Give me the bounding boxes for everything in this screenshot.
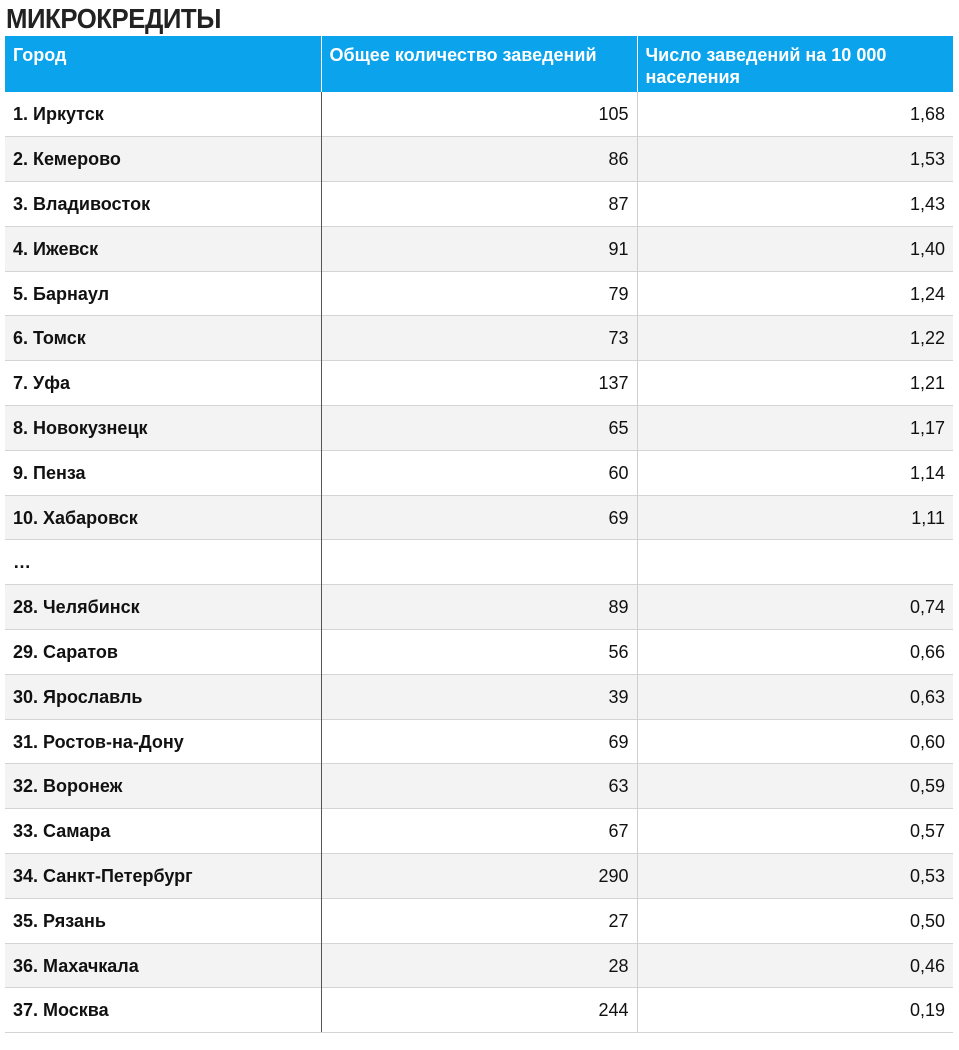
table-row bbox=[5, 316, 953, 361]
data-table bbox=[5, 36, 953, 1033]
city-cell: 30. Ярославль bbox=[5, 674, 321, 719]
total-count-cell: 27 bbox=[321, 898, 637, 943]
per-10000-cell bbox=[637, 540, 953, 585]
city-cell: 4. Ижевск bbox=[5, 226, 321, 271]
per-10000-cell: 1,24 bbox=[637, 271, 953, 316]
per-10000-cell: 1,68 bbox=[637, 92, 953, 137]
table-row bbox=[5, 137, 953, 182]
city-cell: 7. Уфа bbox=[5, 361, 321, 406]
table-row bbox=[5, 495, 953, 540]
total-count-cell: 87 bbox=[321, 182, 637, 227]
table-row bbox=[5, 809, 953, 854]
table-row bbox=[5, 182, 953, 227]
per-10000-cell: 0,46 bbox=[637, 943, 953, 988]
total-count-cell: 105 bbox=[321, 92, 637, 137]
table-row bbox=[5, 540, 953, 585]
city-cell: 29. Саратов bbox=[5, 630, 321, 675]
per-10000-cell: 0,57 bbox=[637, 809, 953, 854]
table-row bbox=[5, 674, 953, 719]
table-row bbox=[5, 361, 953, 406]
per-10000-cell: 0,50 bbox=[637, 898, 953, 943]
city-cell: 1. Иркутск bbox=[5, 92, 321, 137]
per-10000-cell: 1,14 bbox=[637, 450, 953, 495]
table-row bbox=[5, 406, 953, 451]
city-cell: 8. Новокузнецк bbox=[5, 406, 321, 451]
total-count-cell: 290 bbox=[321, 854, 637, 899]
per-10000-cell: 1,21 bbox=[637, 361, 953, 406]
total-count-cell: 91 bbox=[321, 226, 637, 271]
table-row bbox=[5, 92, 953, 137]
per-10000-cell: 1,17 bbox=[637, 406, 953, 451]
per-10000-cell: 0,74 bbox=[637, 585, 953, 630]
per-10000-cell: 0,66 bbox=[637, 630, 953, 675]
table-body bbox=[5, 92, 953, 1033]
table-row bbox=[5, 271, 953, 316]
total-count-cell: 63 bbox=[321, 764, 637, 809]
table-row bbox=[5, 585, 953, 630]
page-title: МИКРОКРЕДИТЫ bbox=[6, 3, 221, 34]
city-cell: … bbox=[5, 540, 321, 585]
per-10000-cell: 1,53 bbox=[637, 137, 953, 182]
table-row bbox=[5, 943, 953, 988]
per-10000-cell: 0,63 bbox=[637, 674, 953, 719]
city-cell: 34. Санкт-Петербург bbox=[5, 854, 321, 899]
column-header-total: Общее количество заведений bbox=[321, 36, 637, 92]
total-count-cell: 73 bbox=[321, 316, 637, 361]
table-row bbox=[5, 226, 953, 271]
total-count-cell: 79 bbox=[321, 271, 637, 316]
total-count-cell: 65 bbox=[321, 406, 637, 451]
column-header-per-10000: Число заведений на 10 000 населения bbox=[637, 36, 953, 92]
total-count-cell: 89 bbox=[321, 585, 637, 630]
table-row bbox=[5, 764, 953, 809]
city-cell: 10. Хабаровск bbox=[5, 495, 321, 540]
total-count-cell bbox=[321, 540, 637, 585]
per-10000-cell: 1,43 bbox=[637, 182, 953, 227]
total-count-cell: 56 bbox=[321, 630, 637, 675]
total-count-cell: 137 bbox=[321, 361, 637, 406]
header-row bbox=[5, 36, 953, 92]
city-cell: 32. Воронеж bbox=[5, 764, 321, 809]
city-cell: 33. Самара bbox=[5, 809, 321, 854]
table-row bbox=[5, 988, 953, 1033]
per-10000-cell: 1,40 bbox=[637, 226, 953, 271]
per-10000-cell: 0,53 bbox=[637, 854, 953, 899]
city-cell: 6. Томск bbox=[5, 316, 321, 361]
table-row bbox=[5, 630, 953, 675]
column-header-city: Город bbox=[5, 36, 321, 92]
per-10000-cell: 1,22 bbox=[637, 316, 953, 361]
per-10000-cell: 1,11 bbox=[637, 495, 953, 540]
city-cell: 35. Рязань bbox=[5, 898, 321, 943]
total-count-cell: 244 bbox=[321, 988, 637, 1033]
total-count-cell: 67 bbox=[321, 809, 637, 854]
per-10000-cell: 0,19 bbox=[637, 988, 953, 1033]
total-count-cell: 69 bbox=[321, 719, 637, 764]
city-cell: 3. Владивосток bbox=[5, 182, 321, 227]
total-count-cell: 39 bbox=[321, 674, 637, 719]
city-cell: 31. Ростов-на-Дону bbox=[5, 719, 321, 764]
table-row bbox=[5, 719, 953, 764]
total-count-cell: 28 bbox=[321, 943, 637, 988]
city-cell: 37. Москва bbox=[5, 988, 321, 1033]
table-header bbox=[5, 36, 953, 92]
total-count-cell: 69 bbox=[321, 495, 637, 540]
city-cell: 5. Барнаул bbox=[5, 271, 321, 316]
city-cell: 28. Челябинск bbox=[5, 585, 321, 630]
per-10000-cell: 0,60 bbox=[637, 719, 953, 764]
per-10000-cell: 0,59 bbox=[637, 764, 953, 809]
total-count-cell: 86 bbox=[321, 137, 637, 182]
table-row bbox=[5, 450, 953, 495]
city-cell: 2. Кемерово bbox=[5, 137, 321, 182]
table-row bbox=[5, 898, 953, 943]
city-cell: 9. Пенза bbox=[5, 450, 321, 495]
total-count-cell: 60 bbox=[321, 450, 637, 495]
city-cell: 36. Махачкала bbox=[5, 943, 321, 988]
table-row bbox=[5, 854, 953, 899]
